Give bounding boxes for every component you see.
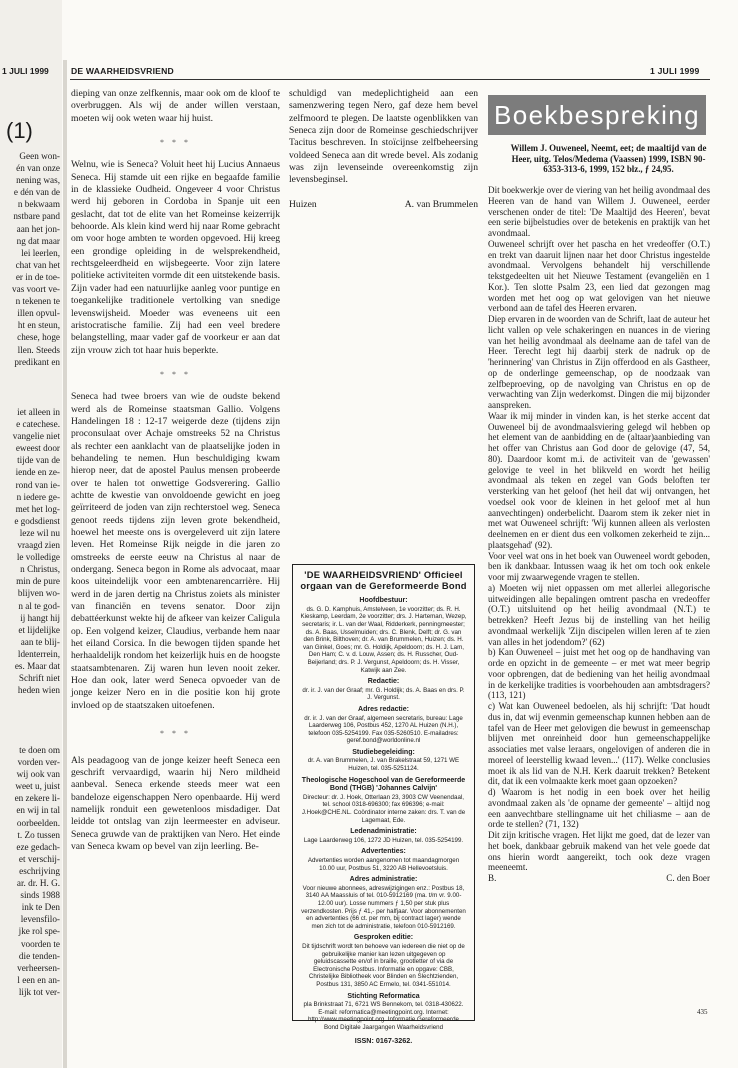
section-separator: * * * <box>160 729 191 739</box>
previous-page-line: iende en ze- <box>15 467 60 478</box>
colofon-section-text: Dit tijdschrift wordt ten behoeve van iedereen die niet op de gebruikelijke manier kan lezen uitgegeven op geluidscassette en/of in braille, grootletter of via de Electronische Postbus. Informatie en opgave: CBB, Christelijke Bibliotheek voor Blinden en Slechtzienden, Postbus 131, 3850 AC Ermelo, tel. 0341-551014. <box>302 942 465 988</box>
signature-author: A. van Brummelen <box>404 198 478 210</box>
previous-page-line: n bekwaam <box>17 199 60 210</box>
section-separator: * * * <box>160 369 191 379</box>
previous-page-line: vas voort ve- <box>12 284 60 295</box>
previous-page-line: n Christus, <box>20 564 60 575</box>
article-paragraph: Seneca had twee broers van wie de oudste bekend werd als de Romeinse staatsman Gallio. Volgens Handelingen 18 : 12-17 weigerde deze (tijdens zijn proconsulaat over Achaje omstreeks 52 na Christus als rechter een aanklacht van de plaatselijke joden in behandeling te nemen. Hun beschuldiging kwam hierop neer, dat de apostel Paulus mensen probeerde over te halen tot onwettige Godsverering. Gallio achtte de kwestie van onvoldoende gewicht en joeg geïrriteerd de joden van zijn rechterstoel weg. Seneca genoot reeds tijdens zijn leven grote bekendheid, hoewel het meeste ons is overgeleverd uit zijn latere leven. Het Romeinse Rijk neigde in die jaren zo omstreeks de eerste eeuw na Christus al naar de ondergang. Seneca begon in Rome als advocaat, maar koos uiteindelijk voor een ambtenarencarrière. Hij werd in de jaren dertig na Christus zoiets als minister van financiën en tevens senator. Door zijn debattéerkunst wekte hij de afkeer van keizer Caligula op. Een volgend keizer, Claudius, verbande hem naar het eiland Corsica. In die bewogen tijden spande het herhaaldelijk rondom het keizerlijk huis en de hoogste staatsambtenaren. Zij waren hun leven nooit zeker. Hoe dan ook, later werd Seneca opvoeder van de jonge keizer Nero en in die positie kon hij grote invloed op de staatszaken uitoefenen. <box>71 391 280 711</box>
previous-page-line: n al te god- <box>18 600 60 611</box>
review-signature-author: C. den Boer <box>666 873 710 883</box>
previous-page-line: verheersen- <box>17 962 60 973</box>
previous-page-line: nening was, <box>16 175 60 186</box>
article-column-2 <box>289 88 478 211</box>
previous-page-line: es. Maar dat <box>14 660 60 671</box>
previous-page-line: en wij in tal <box>16 805 60 816</box>
previous-page-line: ht en steun, <box>17 320 60 331</box>
colofon-section-heading: Redactie: <box>367 678 400 686</box>
review-paragraph: Ouweneel schrijft over het pascha en het vredeoffer (O.T.) en trekt van daaruit lijnen naar het door Christus ingestelde avondmaal. Vervolgens behandelt hij verschillende tekstgedeelten uit het Nieuwe Testament (evangeliën en 1 Kor.). Ten slotte Psalm 23, een lied dat gezongen mag worden met het oog op wat gelovigen van het nieuwe verbond aan de tafel des Heeren ervaren. <box>488 238 710 314</box>
colofon-section-text: Advertenties worden aangenomen tot maandagmorgen 10.00 uur, Postbus 51, 3220 AB Hellevoetsluis. <box>307 857 460 872</box>
previous-page-section-number: (1) <box>6 118 33 143</box>
colofon-section-text: Lage Laarderweg 106, 1272 JD Huizen, tel. 035-5254199. <box>303 836 464 844</box>
previous-page-line: met het log- <box>15 503 60 514</box>
previous-page-strip <box>0 0 62 1068</box>
previous-page-line: jke rol spe- <box>18 926 60 937</box>
header-rule <box>70 79 710 80</box>
previous-page-line: llen. Steeds <box>17 344 60 355</box>
previous-page-line: n tekenen te <box>15 296 60 307</box>
previous-page-line: én van onze <box>16 163 60 174</box>
review-book-heading: Willem J. Ouweneel, Neemt, eet; de maaltijd van de Heer, uitg. Telos/Medema (Vaassen) 1999, ISBN 90-6353-313-6, 1999, 152 blz., ƒ 24,95. <box>510 143 707 175</box>
colofon-section-text: Voor nieuwe abonnees, adreswijzigingen enz.: Postbus 18, 3140 AA Maassluis of tel. 010-5912169 (ma. t/m vr. 9.00-12.00 uur). Losse nummers ƒ 1,50 per stuk plus verzendkosten. Prijs ƒ 41,- per halfjaar. Voor abonnementen en advertenties (66 ct. per mm, bij contract lager) wende men zich tot de administratie, telefoon 010-5912169. <box>301 884 466 930</box>
review-paragraph: Dit zijn kritische vragen. Het lijkt me goed, dat de lezer van het boek, dankbaar gebruik makend van het vele goede dat ons hierin wordt aangereikt, toch ook deze vragen meeneemt. <box>488 830 710 873</box>
previous-page-line: Schrift niet <box>18 673 60 684</box>
previous-page-line: vangelie niet <box>12 431 60 442</box>
previous-page-line: wij ook van <box>16 769 60 780</box>
previous-page-line: l een en an- <box>17 974 60 985</box>
colofon-sections <box>300 597 467 1031</box>
previous-page-line: Geen won- <box>19 151 60 161</box>
previous-page-line: leze wil nu <box>19 527 60 538</box>
colofon-section-heading: Gesproken editie: <box>353 934 414 942</box>
colofon-section-heading: Advertenties: <box>361 848 406 856</box>
previous-page-line: e catechese. <box>16 419 60 430</box>
previous-page-line: aan het jon- <box>16 223 60 234</box>
previous-page-line: eweest door <box>15 443 60 454</box>
colofon-box <box>292 564 475 1046</box>
previous-page-line: sinds 1988 <box>20 890 60 901</box>
review-body <box>488 185 710 884</box>
previous-page-line: nstbare pand <box>13 211 60 222</box>
colofon-title: 'DE WAARHEIDSVRIEND' Officieel orgaan van de Gereformeerde Bond <box>300 569 467 591</box>
previous-page-line: min de pure <box>16 576 60 587</box>
review-paragraph: d) Waarom is het nodig in een boek over het heilig avondmaal zaken als 'de opname der gemeente' – altijd nog een aanvechtbare stellingname uit het chiliasme – aan de orde te stellen? (71, 132) <box>488 787 710 830</box>
previous-page-line: e godsdienst <box>14 515 60 526</box>
previous-page-line: t. Zo tussen <box>17 829 60 840</box>
previous-page-line: eze gedach- <box>16 841 60 852</box>
previous-page-line: iet alleen in <box>17 407 60 417</box>
previous-page-line: predikant en <box>14 356 60 367</box>
review-paragraphs <box>488 185 710 873</box>
colofon-section-text: dr. A. van Brummelen, J. van Brakelstraat 59, 1271 WE Huizen, tel. 035-5251124. <box>307 757 460 773</box>
previous-page-line: ar. dr. H. G. <box>16 878 60 889</box>
previous-page-line: aan te blij- <box>20 636 60 647</box>
previous-page-text-bottom <box>2 744 60 998</box>
colofon-section-text: dr. ir. J. van der Graaf; mr. G. Holdijk; ds. A. Baas en drs. P. J. Vergunst. <box>302 686 465 702</box>
previous-page-line: lei leerlen, <box>21 247 60 258</box>
previous-page-line: voorden te <box>20 938 60 949</box>
previous-page-line: ij hangt hij <box>20 612 60 623</box>
article-paragraph: schuldigd van medeplichtigheid aan een samenzwering tegen Nero, gaf deze hem bevel zelfmoord te plegen. De laatste ogenblikken van Seneca zijn door de Romeinse geschiedschrijver Tacitus beschreven. In stoïcijnse zelfbeheersing voldeed Seneca aan dit wrede bevel. Als zodanig was zijn levenseinde overeenkomstig zijn levensbeginsel. <box>289 88 478 186</box>
previous-page-line: en zekere li- <box>14 793 60 804</box>
article-signature <box>289 199 478 211</box>
colofon-section-heading: Stichting Reformatica <box>347 992 420 1000</box>
previous-page-line: et verschij- <box>18 853 60 864</box>
article-paragraph: Welnu, wie is Seneca? Voluit heet hij Lucius Annaeus Seneca. Hij stamde uit een rijke en begaafde familie in de klassieke Oudheid. Ongeveer 4 voor Christus werd hij geboren in Cordoba in Spanje uit een geslacht, dat tot de elite van het Romeinse keizerrijk behoorde. Als klein kind werd hij naar Rome gebracht om voor hoge ambten te worden opgevoed. Hij kreeg een grondige opleiding in de welsprekendheid, rechtsgeleerdheid en wijsbegeerte. Voor zijn latere politieke activiteiten vormde dit een uitstekende basis. Zijn vader had een natuurlijke aanleg voor puntige en toegankelijke traditionele vertolking van snedige levenswijsheid. Moeder was eveneens uit een aristocratische familie. Zij had een veel bredere belangstelling, maar vader gaf de voorkeur er aan dat zijn vrouw zich tot haar huis beperkte. <box>71 159 280 356</box>
colofon-section-text: dr. ir. J. van der Graaf, algemeen secretaris, bureau: Lage Laarderweg 106, Postbus 452, 1270 AL Huizen (N.H.), telefoon 035-5254199. Fax 035-5260510. E-mailadres: geref.bond@worldonline.nl <box>304 714 463 745</box>
colofon-section-heading: Theologische Hogeschool van de Gereformeerde Bond (THGB) 'Johannes Calvijn' <box>301 776 466 793</box>
previous-page-line: weet u, juist <box>15 781 60 792</box>
previous-page-line: blijven wo- <box>17 588 60 599</box>
previous-page-line: lijk tot ver- <box>18 986 60 997</box>
review-paragraph: a) Moeten wij niet oppassen om met allerlei allegorische uitweidingen alle bepalingen omtrent pascha en vredeoffer (O.T.) uitsluitend op het heilig avondmaal (N.T.) te betrekken? Heeft Jezus bij de instelling van het heilig avondmaal werkelijk 'Zijn discipelen willen leren af te zien van alles in het jodendom?' (62) <box>488 582 710 647</box>
article-paragraph: Als peadagoog van de jonge keizer heeft Seneca een geschrift vervaardigd, waarin hij Nero mildheid aanbeval. Seneca erkende steeds meer wat een bandeloze eigenschappen Nero openbaarde. Hij werd namelijk ronduit een gewetenloos misdadiger. Dat leidde tot ontslag van zijn leermeester en adviseur. Seneca gruwde van de praktijken van Nero. Het einde van Seneca kwam op bevel van zijn leerling. Be- <box>71 754 280 852</box>
colofon-section-heading: Hoofdbestuur: <box>359 597 408 605</box>
previous-page-line: ldenterrein, <box>17 648 60 659</box>
previous-page-line: te doen om <box>19 745 60 755</box>
colofon-section-text: Directeur: dr. J. Hoek, Otterlaan 23, 3903 CW Veenendaal, tel. school 0318-696300; fax 696396; e-mail: J.Hoek@CHE.NL. Coördinator interne zaken: drs. T. van de Lagemaat, Ede. <box>301 793 466 824</box>
previous-page-line: le volledige <box>16 552 60 563</box>
article-column-1 <box>71 88 280 853</box>
review-paragraph: Diep ervaren in de woorden van de Schrift, laat de auteur het licht vallen op vele schakeringen en nuances in de viering van het heilig avondmaal als deelname aan de tafel van de Heer. Terecht legt hij daarbij sterk de nadruk op de 'herinnering' van Christus in Zijn offerdood en als Gastheer, op de onderlinge gemeenschap, op de noodzaak van zelfbeproeving, op de navolging van Christus en op de verwachting van Zijn wederkomst. Dingen die mij bijzonder aanspreken. <box>488 314 710 410</box>
page-gutter <box>63 60 67 1068</box>
review-signature-letter: B. <box>488 873 497 883</box>
article-paragraph: dieping van onze zelfkennis, maar ook om de kloof te overbruggen. Als wij de ander willen verstaan, moeten wij ook weten waar hij huist. <box>71 88 280 124</box>
previous-page-line: er in de toe- <box>15 271 60 282</box>
colofon-section-text: pla Brinkstraat 71, 6721 WS Bennekom, tel. 0318-430622. E-mail: reformatica@meetingpoint.org. Internet: http://www.meetingpoint.org. Informatie Gereformeerde Bond Digitale Jaargangen Waarheidsvriend <box>303 1001 464 1031</box>
review-title: Boekbespreking <box>488 95 706 135</box>
previous-page-line: n iedere ge- <box>16 491 60 502</box>
previous-page-line: levensfilo- <box>20 914 60 925</box>
review-signature <box>488 873 710 884</box>
publication-header: DE WAARHEIDSVRIEND <box>71 66 174 76</box>
previous-page-line: die tenden- <box>18 950 60 961</box>
previous-page-line: tijde van de <box>17 455 60 466</box>
previous-page-line: oorbeelden. <box>16 817 60 828</box>
previous-page-line: vorden ver- <box>17 757 60 768</box>
signature-place: Huizen <box>289 198 317 210</box>
review-paragraph: Voor veel wat ons in het boek van Ouweneel wordt geboden, ben ik dankbaar. Intussen waag ik het om toch ook enkele voor mij zwaarwegende vragen te stellen. <box>488 550 710 582</box>
colofon-issn: ISSN: 0167-3262. <box>354 1036 413 1046</box>
review-paragraph: c) Wat kan Ouweneel bedoelen, als hij schrijft: 'Dat houdt dus in, dat wij evenmin gemeenschap kunnen hebben aan de tafel van de Heer met gelovigen die bewust in gemeenschap blijven met onreinheid door hun gemeenschappelijke associaties met valse leraars, ongelovigen of anderen die in moreel of leerstellig kwaad leven...' (117). Welke conclusies moet ik als lid van de N.H. Kerk daaruit trekken? Betekent dit, dat ik een volmaakte kerk moet gaan opzoeken? <box>488 701 710 787</box>
previous-page-line: et lijdelijke <box>18 624 60 635</box>
header-date: 1 JULI 1999 <box>650 66 700 76</box>
colofon-section-heading: Adres administratie: <box>349 876 418 884</box>
previous-page-line: eschrijving <box>19 865 60 876</box>
review-paragraph: Dit boekwerkje over de viering van het heilig avondmaal des Heeren van de hand van Willem J. Ouweneel, eerder verschenen onder de titel: 'De Maaltijd des Heeren', bevat een serie bijbelstudies over de betekenis en praktijk van het avondmaal. <box>488 185 710 238</box>
previous-page-date: 1 JULI 1999 <box>2 66 49 76</box>
previous-page-line: ink te Den <box>21 902 60 913</box>
previous-page-line: rond van ie- <box>15 479 60 490</box>
previous-page-line: illen opvul- <box>17 308 60 319</box>
previous-page-text-middle <box>2 406 60 696</box>
previous-page-text-top <box>2 150 60 368</box>
review-paragraph: b) Kan Ouweneel – juist met het oog op de handhaving van orde en opzicht in de gemeente – er met wat meer begrip voor opbrengen, dat de bediening van het heilig avondmaal in de kerkelijke tradities is voorbehouden aan ambtsdragers? (113, 121) <box>488 647 710 701</box>
review-paragraph: Waar ik mij minder in vinden kan, is het sterke accent dat Ouweneel bij de avondmaalsviering gelegd wil hebben op het element van de aanbidding en de (altaar)aanbieding van het offer van Christus aan God door de gelovige (47, 54, 80). Daardoor komt m.i. de activiteit van de 'gewassen' gelovige te veel in het blikveld en wordt het heilig avondmaal als teken en zegel van Gods beloften ter versterking van het geloof (het heil dat wij ontvangen, het voedsel ook voor de kleinen in het geloof met al hun aanvechtingen) onderbelicht. Daarom stem ik zeker niet in met wat Ouweneel schrijft: 'Wij kunnen alleen als verlosten deelnemen en er dient dus een volkomen zekerheid te zijn... plaatsgehad' (92). <box>488 410 710 550</box>
previous-page-line: chat van het <box>15 259 60 270</box>
previous-page-line: ng dat maar <box>16 235 60 246</box>
colofon-section-heading: Ledenadministratie: <box>350 828 417 836</box>
previous-page-line: e dén van de <box>13 187 60 198</box>
previous-page-line: heden wien <box>17 685 60 696</box>
colofon-section-text: ds. G. D. Kamphuis, Amstelveen, 1e voorzitter; ds. R. H. Kieskamp, Leerdam, 2e voorzitter; drs. J. Harteman, Wezep, secretaris; ir. L. van der Waal, Ridderkerk, penningmeester; ds. A. Baas, Usselmuiden; drs. C. Blenk, Delft; dr. G. van den Brink, Bilthoven; dr. A. van Brummelen, Huizen; ds. H. van Ginkel, Goes; mr. G. Holdijk, Apeldoorn; ds. H. J. Lam, Den Ham; C. v. d. Louw, Assen; ds. H. Russcher, Oud-Beijerland; drs. P. J. Vergunst, Apeldoorn; ds. H. Visser, Katwijk aan Zee. <box>300 605 467 674</box>
page-number: 435 <box>697 1008 708 1016</box>
previous-page-line: vraagd zien <box>17 540 60 551</box>
colofon-section-heading: Adres redactie: <box>358 705 409 713</box>
section-separator: * * * <box>160 138 191 148</box>
colofon-section-heading: Studiebegeleiding: <box>352 748 415 756</box>
previous-page-line: chese, hoge <box>17 332 60 343</box>
